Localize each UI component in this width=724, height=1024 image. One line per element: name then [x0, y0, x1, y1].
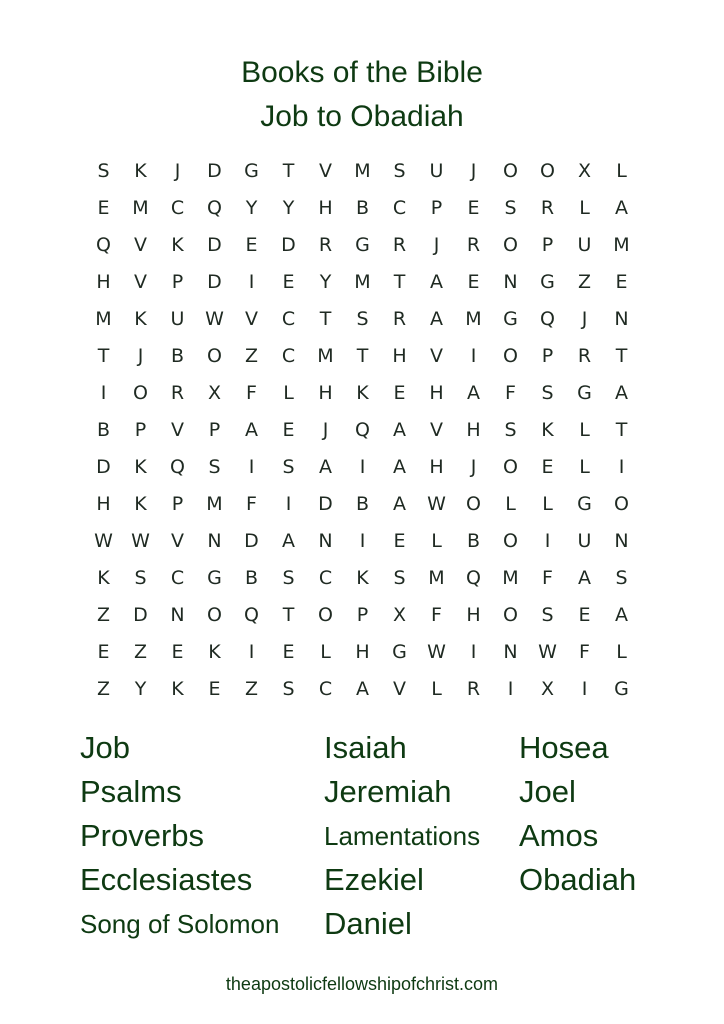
grid-letter[interactable]: S: [393, 159, 406, 182]
grid-letter[interactable]: E: [208, 677, 221, 700]
grid-letter[interactable]: H: [466, 418, 481, 441]
footer-url[interactable]: theapostolicfellowshipofchrist.com: [225, 974, 499, 994]
grid-letter[interactable]: L: [579, 196, 590, 219]
grid-letter[interactable]: O: [133, 381, 148, 404]
grid-letter[interactable]: E: [578, 603, 591, 626]
grid-letter[interactable]: A: [393, 455, 406, 478]
grid-letter[interactable]: N: [318, 529, 333, 552]
grid-letter[interactable]: J: [174, 159, 181, 182]
grid-letter[interactable]: L: [283, 381, 294, 404]
grid-letter[interactable]: U: [577, 233, 592, 256]
grid-letter[interactable]: E: [467, 270, 480, 293]
grid-letter[interactable]: I: [248, 270, 255, 293]
grid-letter[interactable]: E: [393, 529, 406, 552]
grid-letter[interactable]: W: [427, 640, 446, 663]
grid-letter[interactable]: Y: [319, 270, 332, 293]
grid-letter[interactable]: A: [245, 418, 258, 441]
grid-letter[interactable]: L: [320, 640, 331, 663]
grid-letter[interactable]: I: [359, 455, 366, 478]
grid-letter[interactable]: N: [503, 640, 518, 663]
grid-letter[interactable]: X: [207, 381, 222, 404]
grid-letter[interactable]: D: [207, 233, 222, 256]
grid-letter[interactable]: L: [431, 529, 442, 552]
grid-letter[interactable]: Z: [244, 677, 259, 700]
grid-letter[interactable]: U: [429, 159, 444, 182]
grid-letter[interactable]: O: [503, 603, 518, 626]
grid-letter[interactable]: V: [245, 307, 258, 330]
grid-letter[interactable]: M: [502, 566, 519, 589]
grid-letter[interactable]: A: [430, 270, 443, 293]
grid-letter[interactable]: F: [246, 492, 257, 515]
grid-letter[interactable]: N: [170, 603, 185, 626]
page-title: Books of the Bible: [241, 56, 483, 89]
grid-letter[interactable]: O: [318, 603, 333, 626]
grid-letter[interactable]: D: [281, 233, 296, 256]
grid-letter[interactable]: R: [466, 677, 481, 700]
grid-letter[interactable]: C: [170, 196, 185, 219]
grid-letter[interactable]: E: [245, 233, 258, 256]
grid-letter[interactable]: F: [431, 603, 442, 626]
grid-letter[interactable]: B: [355, 196, 370, 219]
grid-letter[interactable]: A: [356, 677, 369, 700]
grid-letter[interactable]: Y: [282, 196, 295, 219]
word-list-column-3: [519, 726, 636, 902]
grid-letter[interactable]: G: [392, 640, 407, 663]
grid-letter[interactable]: Q: [466, 566, 481, 589]
grid-letter[interactable]: U: [170, 307, 185, 330]
grid-letter[interactable]: Q: [540, 307, 555, 330]
grid-letter[interactable]: I: [248, 640, 255, 663]
grid-letter[interactable]: E: [615, 270, 628, 293]
grid-letter[interactable]: K: [134, 307, 147, 330]
grid-letter[interactable]: J: [322, 418, 329, 441]
grid-letter[interactable]: X: [577, 159, 592, 182]
grid-letter[interactable]: M: [354, 270, 371, 293]
grid-letter[interactable]: M: [428, 566, 445, 589]
grid-letter[interactable]: V: [319, 159, 332, 182]
grid-letter[interactable]: F: [246, 381, 257, 404]
word-list-column-1: [80, 726, 279, 946]
grid-letter[interactable]: F: [579, 640, 590, 663]
grid-letter[interactable]: V: [393, 677, 406, 700]
grid-letter[interactable]: S: [541, 603, 554, 626]
grid-letter[interactable]: F: [542, 566, 553, 589]
grid-letter[interactable]: J: [433, 233, 440, 256]
grid-letter[interactable]: H: [318, 381, 333, 404]
grid-letter[interactable]: R: [318, 233, 333, 256]
grid-letter[interactable]: P: [541, 344, 554, 367]
grid-letter[interactable]: B: [244, 566, 259, 589]
grid-letter[interactable]: O: [503, 455, 518, 478]
grid-letter[interactable]: S: [615, 566, 628, 589]
grid-letter[interactable]: I: [507, 677, 514, 700]
grid-letter[interactable]: T: [97, 344, 110, 367]
grid-letter[interactable]: W: [94, 529, 113, 552]
grid-letter[interactable]: K: [356, 381, 369, 404]
grid-letter[interactable]: G: [244, 159, 259, 182]
grid-letter[interactable]: H: [318, 196, 333, 219]
word-list-column-2: [324, 726, 480, 946]
grid-letter[interactable]: A: [615, 381, 628, 404]
grid-letter[interactable]: Q: [96, 233, 111, 256]
grid-letter[interactable]: A: [467, 381, 480, 404]
grid-letter[interactable]: C: [281, 307, 296, 330]
grid-letter[interactable]: X: [392, 603, 407, 626]
grid-letter[interactable]: W: [205, 307, 224, 330]
grid-letter[interactable]: H: [429, 455, 444, 478]
grid-letter[interactable]: S: [282, 566, 295, 589]
grid-letter[interactable]: O: [503, 233, 518, 256]
word-list-item: Daniel: [324, 906, 412, 941]
grid-letter[interactable]: P: [134, 418, 147, 441]
grid-letter[interactable]: T: [356, 344, 369, 367]
grid-letter[interactable]: D: [318, 492, 333, 515]
grid-letter[interactable]: T: [282, 159, 295, 182]
grid-letter[interactable]: D: [207, 270, 222, 293]
grid-letter[interactable]: I: [470, 344, 477, 367]
grid-letter[interactable]: O: [466, 492, 481, 515]
grid-letter[interactable]: E: [467, 196, 480, 219]
grid-letter[interactable]: E: [97, 196, 110, 219]
word-list-item: Lamentations: [324, 821, 481, 851]
grid-letter[interactable]: R: [540, 196, 555, 219]
grid-letter[interactable]: M: [613, 233, 630, 256]
word-list-item: Isaiah: [324, 730, 407, 765]
grid-letter[interactable]: H: [466, 603, 481, 626]
word-list-item: Ezekiel: [324, 862, 424, 897]
grid-letter[interactable]: L: [505, 492, 516, 515]
grid-letter[interactable]: Q: [207, 196, 222, 219]
grid-letter[interactable]: V: [134, 233, 147, 256]
grid-letter[interactable]: V: [430, 418, 443, 441]
grid-letter[interactable]: W: [538, 640, 557, 663]
grid-letter[interactable]: T: [615, 344, 628, 367]
grid-letter[interactable]: S: [208, 455, 221, 478]
grid-letter[interactable]: S: [541, 381, 554, 404]
grid-letter[interactable]: P: [430, 196, 443, 219]
grid-letter[interactable]: R: [392, 307, 407, 330]
grid-letter[interactable]: K: [134, 455, 147, 478]
grid-letter[interactable]: J: [581, 307, 588, 330]
grid-letter[interactable]: R: [577, 344, 592, 367]
grid-letter[interactable]: V: [430, 344, 443, 367]
grid-letter[interactable]: R: [466, 233, 481, 256]
grid-letter[interactable]: G: [577, 381, 592, 404]
grid-letter[interactable]: G: [577, 492, 592, 515]
grid-letter[interactable]: M: [465, 307, 482, 330]
grid-letter[interactable]: J: [470, 159, 477, 182]
grid-letter[interactable]: P: [208, 418, 221, 441]
grid-letter[interactable]: Q: [355, 418, 370, 441]
word-list-item: Jeremiah: [324, 774, 452, 809]
grid-letter[interactable]: P: [541, 233, 554, 256]
grid-letter[interactable]: G: [207, 566, 222, 589]
grid-letter[interactable]: S: [356, 307, 369, 330]
grid-letter[interactable]: A: [430, 307, 443, 330]
grid-letter[interactable]: G: [355, 233, 370, 256]
grid-letter[interactable]: E: [282, 640, 295, 663]
grid-letter[interactable]: Z: [133, 640, 148, 663]
grid-letter[interactable]: I: [618, 455, 625, 478]
grid-letter[interactable]: E: [171, 640, 184, 663]
grid-letter[interactable]: H: [96, 492, 111, 515]
grid-letter[interactable]: E: [97, 640, 110, 663]
grid-letter[interactable]: Z: [96, 677, 111, 700]
grid-letter[interactable]: O: [503, 344, 518, 367]
grid-letter[interactable]: T: [319, 307, 332, 330]
grid-letter[interactable]: N: [614, 307, 629, 330]
word-list-item: Song of Solomon: [80, 909, 280, 939]
grid-letter[interactable]: O: [207, 603, 222, 626]
grid-letter[interactable]: E: [541, 455, 554, 478]
grid-letter[interactable]: A: [393, 492, 406, 515]
grid-letter[interactable]: A: [578, 566, 591, 589]
grid-letter[interactable]: Q: [170, 455, 185, 478]
grid-letter[interactable]: H: [392, 344, 407, 367]
grid-letter[interactable]: D: [244, 529, 259, 552]
grid-letter[interactable]: B: [466, 529, 481, 552]
grid-letter[interactable]: O: [503, 159, 518, 182]
grid-letter[interactable]: L: [616, 640, 627, 663]
grid-letter[interactable]: K: [171, 677, 184, 700]
grid-letter[interactable]: B: [170, 344, 185, 367]
grid-letter[interactable]: V: [134, 270, 147, 293]
grid-letter[interactable]: T: [615, 418, 628, 441]
grid-letter[interactable]: I: [100, 381, 107, 404]
grid-letter[interactable]: L: [579, 455, 590, 478]
word-list-item: Proverbs: [80, 818, 205, 853]
grid-letter[interactable]: L: [616, 159, 627, 182]
grid-letter[interactable]: B: [355, 492, 370, 515]
grid-letter[interactable]: N: [503, 270, 518, 293]
grid-letter[interactable]: I: [581, 677, 588, 700]
grid-letter[interactable]: A: [319, 455, 332, 478]
grid-letter[interactable]: S: [134, 566, 147, 589]
grid-letter[interactable]: O: [614, 492, 629, 515]
grid-letter[interactable]: B: [96, 418, 111, 441]
grid-letter[interactable]: I: [285, 492, 292, 515]
grid-letter[interactable]: G: [540, 270, 555, 293]
grid-letter[interactable]: K: [134, 492, 147, 515]
grid-letter[interactable]: A: [393, 418, 406, 441]
grid-letter[interactable]: C: [281, 344, 296, 367]
grid-letter[interactable]: R: [392, 233, 407, 256]
grid-letter[interactable]: A: [615, 603, 628, 626]
grid-letter[interactable]: S: [504, 418, 517, 441]
grid-letter[interactable]: S: [282, 677, 295, 700]
word-list-item: Hosea: [519, 730, 609, 765]
grid-letter[interactable]: R: [170, 381, 185, 404]
grid-letter[interactable]: C: [392, 196, 407, 219]
word-list-item: Psalms: [80, 774, 182, 809]
grid-letter[interactable]: O: [540, 159, 555, 182]
grid-letter[interactable]: H: [96, 270, 111, 293]
word-list-item: Ecclesiastes: [80, 862, 253, 897]
grid-letter[interactable]: S: [282, 455, 295, 478]
grid-letter[interactable]: P: [171, 492, 184, 515]
grid-letter[interactable]: G: [503, 307, 518, 330]
grid-letter[interactable]: Z: [244, 344, 259, 367]
grid-letter[interactable]: G: [614, 677, 629, 700]
grid-letter[interactable]: Z: [577, 270, 592, 293]
word-list-item: Joel: [519, 774, 576, 809]
grid-letter[interactable]: V: [171, 529, 184, 552]
grid-letter[interactable]: K: [208, 640, 221, 663]
grid-letter[interactable]: U: [577, 529, 592, 552]
grid-letter[interactable]: A: [282, 529, 295, 552]
word-list-item: Obadiah: [519, 862, 637, 897]
page-subtitle: Job to Obadiah: [260, 100, 464, 133]
grid-letter[interactable]: L: [431, 677, 442, 700]
grid-letter[interactable]: I: [359, 529, 366, 552]
grid-letter[interactable]: E: [282, 270, 295, 293]
grid-letter[interactable]: S: [97, 159, 110, 182]
grid-letter[interactable]: P: [356, 603, 369, 626]
grid-letter[interactable]: E: [393, 381, 406, 404]
grid-letter[interactable]: D: [133, 603, 148, 626]
grid-letter[interactable]: M: [206, 492, 223, 515]
grid-letter[interactable]: M: [354, 159, 371, 182]
grid-letter[interactable]: I: [544, 529, 551, 552]
grid-letter[interactable]: X: [540, 677, 555, 700]
grid-letter[interactable]: I: [470, 640, 477, 663]
grid-letter[interactable]: Z: [96, 603, 111, 626]
grid-letter[interactable]: N: [614, 529, 629, 552]
grid-letter[interactable]: D: [207, 159, 222, 182]
grid-letter[interactable]: W: [131, 529, 150, 552]
grid-letter[interactable]: M: [132, 196, 149, 219]
grid-letter[interactable]: T: [393, 270, 406, 293]
grid-letter[interactable]: Y: [245, 196, 258, 219]
word-list-item: Amos: [519, 818, 599, 853]
grid-letter[interactable]: K: [541, 418, 554, 441]
grid-letter[interactable]: J: [137, 344, 144, 367]
grid-letter[interactable]: L: [542, 492, 553, 515]
grid-letter[interactable]: I: [248, 455, 255, 478]
grid-letter[interactable]: J: [470, 455, 477, 478]
grid-letter[interactable]: C: [318, 566, 333, 589]
grid-letter[interactable]: L: [579, 418, 590, 441]
grid-letter[interactable]: H: [355, 640, 370, 663]
grid-letter[interactable]: C: [318, 677, 333, 700]
grid-letter[interactable]: H: [429, 381, 444, 404]
grid-letter[interactable]: K: [356, 566, 369, 589]
grid-letter[interactable]: Q: [244, 603, 259, 626]
grid-letter[interactable]: N: [207, 529, 222, 552]
grid-letter[interactable]: T: [282, 603, 295, 626]
grid-letter[interactable]: V: [171, 418, 184, 441]
grid-letter[interactable]: M: [317, 344, 334, 367]
grid-letter[interactable]: O: [207, 344, 222, 367]
word-search-grid[interactable]: [85, 152, 640, 707]
grid-letter[interactable]: D: [96, 455, 111, 478]
grid-letter[interactable]: P: [171, 270, 184, 293]
grid-letter[interactable]: K: [134, 159, 147, 182]
grid-letter[interactable]: M: [95, 307, 112, 330]
grid-letter[interactable]: C: [170, 566, 185, 589]
grid-letter[interactable]: A: [615, 196, 628, 219]
grid-letter[interactable]: K: [97, 566, 110, 589]
word-list-item: Job: [80, 730, 130, 765]
grid-letter[interactable]: E: [282, 418, 295, 441]
grid-letter[interactable]: Y: [134, 677, 147, 700]
grid-letter[interactable]: O: [503, 529, 518, 552]
grid-letter[interactable]: F: [505, 381, 516, 404]
grid-letter[interactable]: K: [171, 233, 184, 256]
grid-letter[interactable]: S: [504, 196, 517, 219]
grid-letter[interactable]: W: [427, 492, 446, 515]
grid-letter[interactable]: S: [393, 566, 406, 589]
